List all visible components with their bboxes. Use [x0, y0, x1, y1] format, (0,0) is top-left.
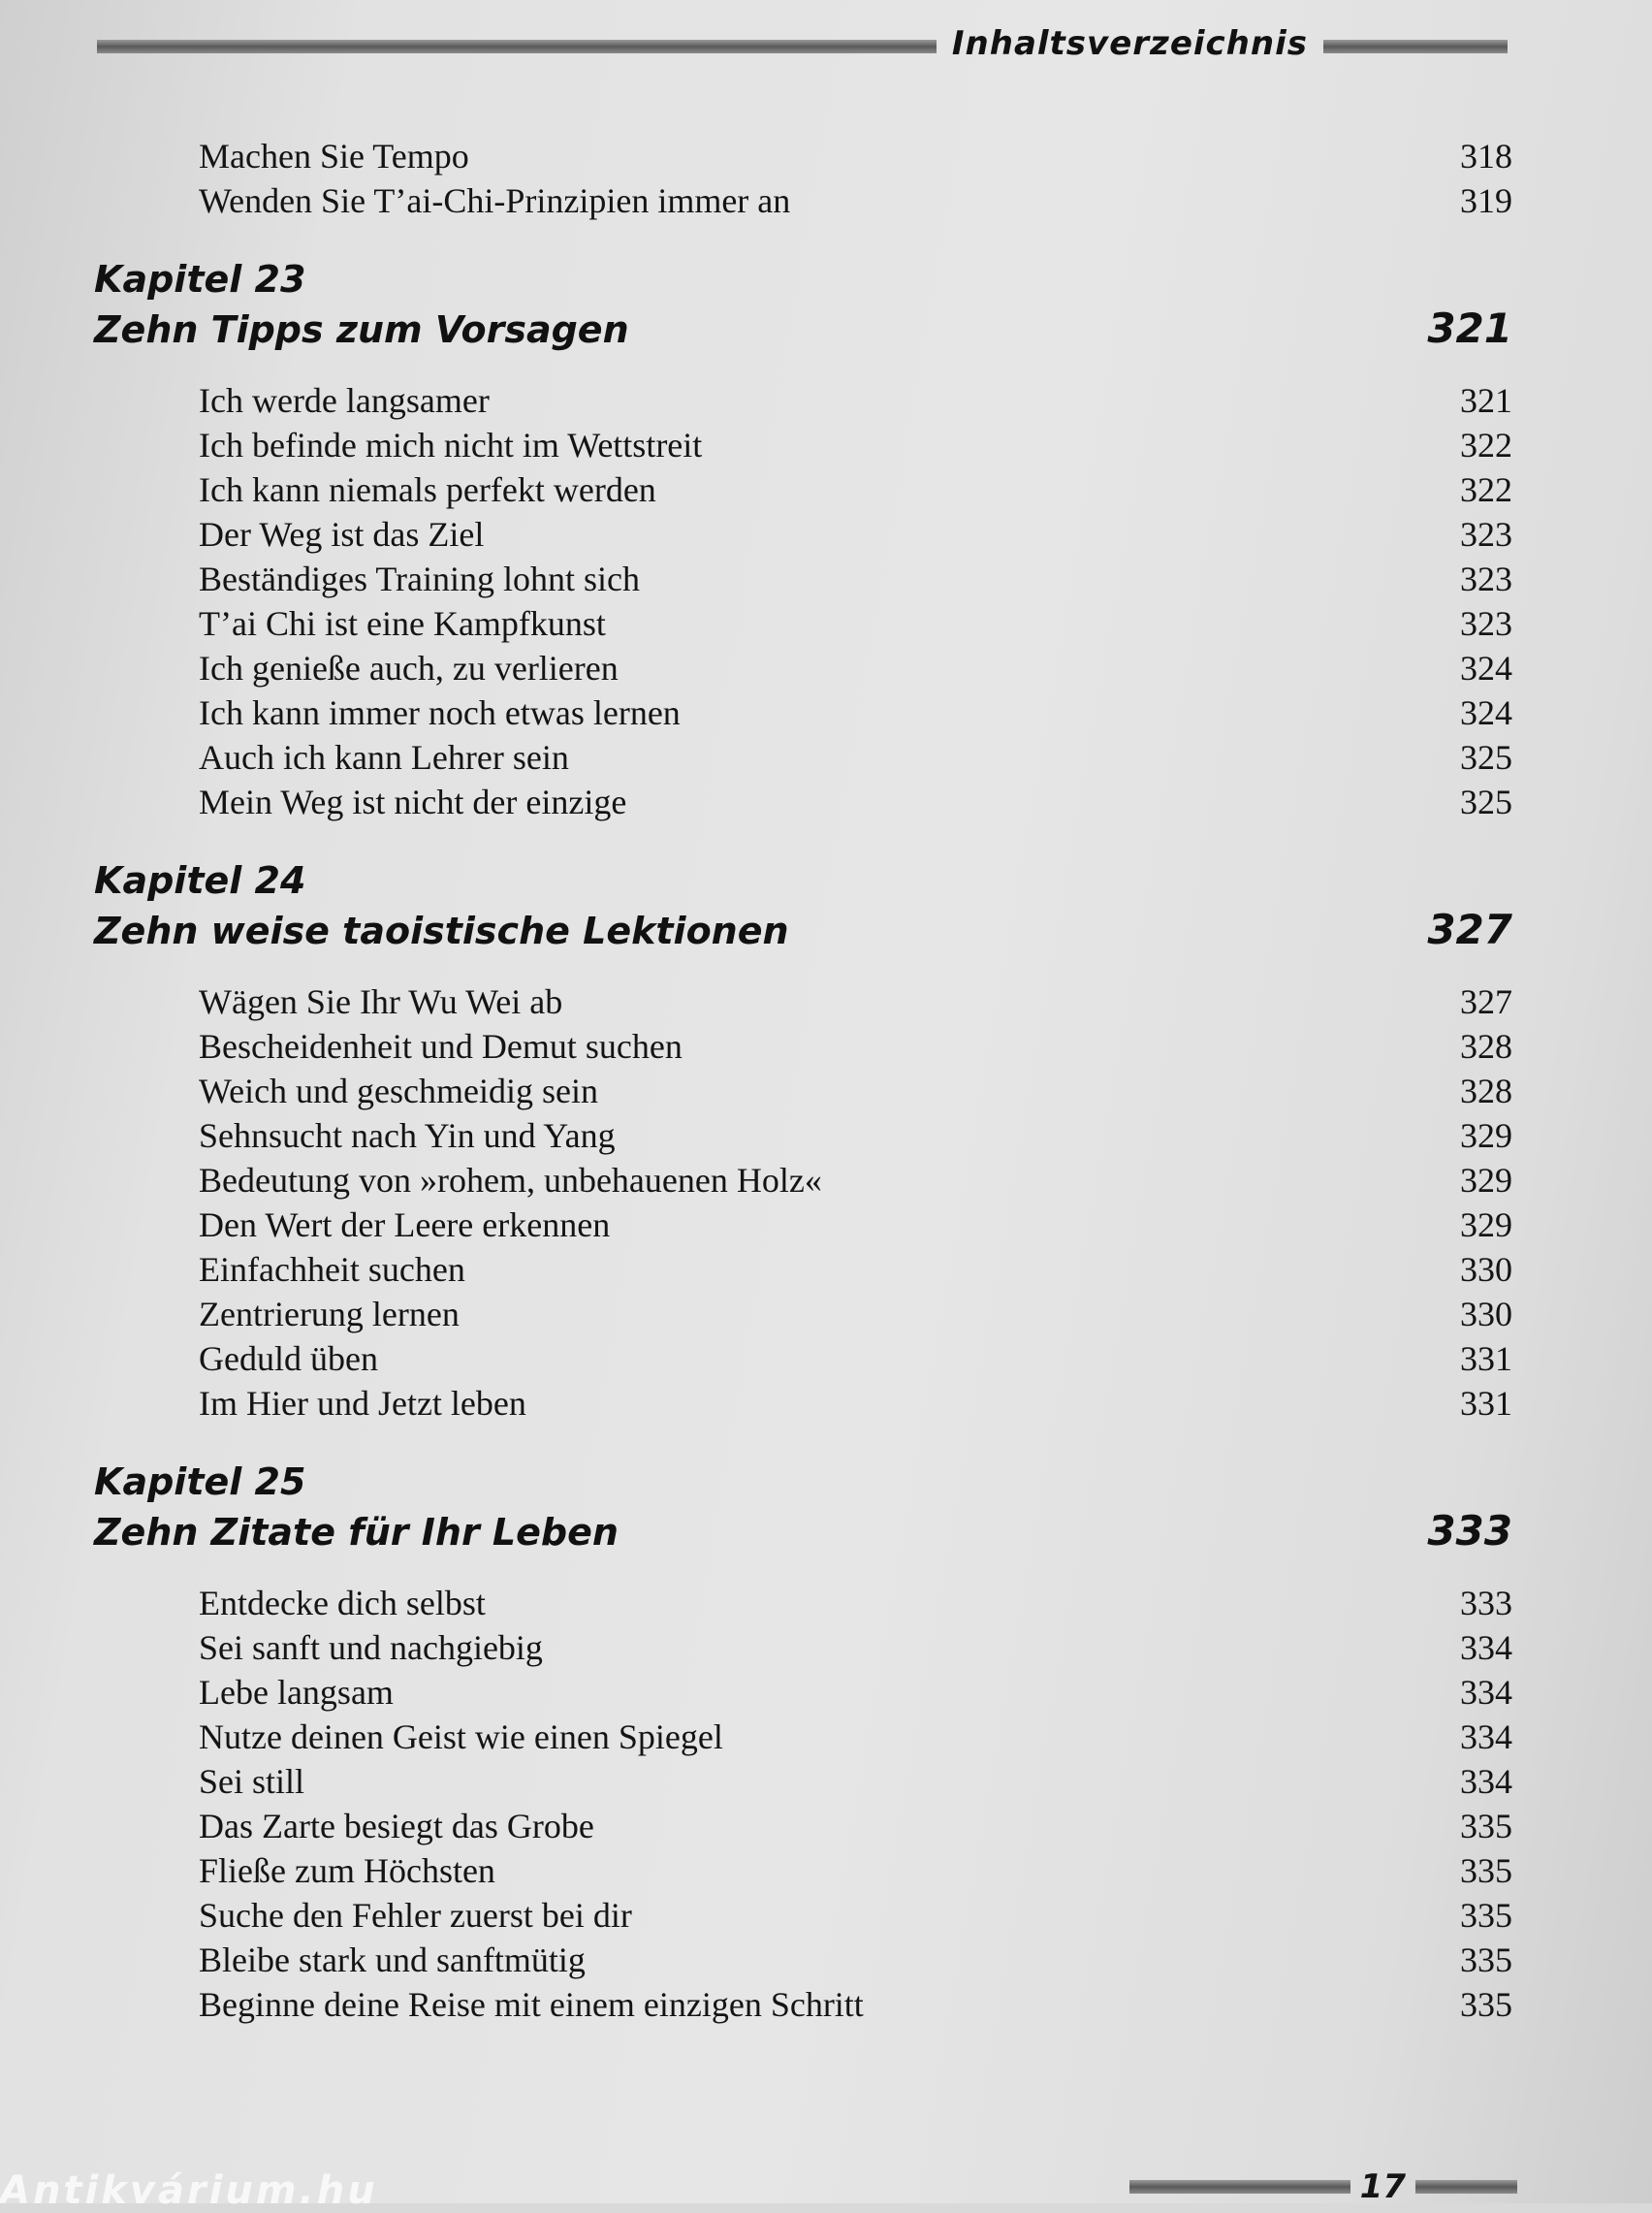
entry-title: Nutze deinen Geist wie einen Spiegel	[199, 1717, 723, 1756]
entry-title: Suche den Fehler zuerst bei dir	[199, 1896, 632, 1935]
entry-title: Beginne deine Reise mit einem einzigen Schritt	[199, 1985, 864, 2024]
footer-rule-right	[1415, 2180, 1517, 2194]
toc-entry	[92, 1804, 1512, 1848]
chapter-page: 327	[1427, 906, 1512, 953]
entry-title: Zentrierung lernen	[199, 1295, 460, 1333]
entry-page: 335	[1460, 1807, 1512, 1845]
entry-page: 321	[1460, 381, 1512, 420]
chapter-title: Zehn Tipps zum Vorsagen	[94, 308, 629, 351]
entry-page: 318	[1460, 137, 1512, 176]
entry-title: Ich werde langsamer	[199, 381, 490, 420]
toc-entry	[92, 1715, 1512, 1759]
toc-entry	[92, 1625, 1512, 1670]
entry-page: 330	[1460, 1295, 1512, 1333]
entry-page: 325	[1460, 783, 1512, 821]
page-number: 17	[1359, 2167, 1406, 2206]
entry-title: Lebe langsam	[199, 1673, 394, 1712]
entry-page: 333	[1460, 1584, 1512, 1622]
toc-entry	[92, 646, 1512, 690]
entry-title: Mein Weg ist nicht der einzige	[199, 783, 627, 821]
entry-title: Wenden Sie T’ai-Chi-Prinzipien immer an	[199, 181, 791, 220]
toc-entry	[92, 1581, 1512, 1625]
toc-entry	[92, 1893, 1512, 1938]
entry-title: Ich kann niemals perfekt werden	[199, 470, 656, 509]
entry-page: 325	[1460, 738, 1512, 777]
entry-page: 319	[1460, 181, 1512, 220]
toc-entry	[92, 1336, 1512, 1381]
entry-page: 328	[1460, 1027, 1512, 1066]
toc-entry	[92, 1848, 1512, 1893]
toc-entry	[92, 1158, 1512, 1203]
chapter-label: Kapitel 24	[94, 859, 306, 902]
entry-page: 334	[1460, 1628, 1512, 1667]
entry-page: 322	[1460, 470, 1512, 509]
header-rule-right	[1323, 40, 1508, 53]
page-footer	[1129, 2167, 1517, 2206]
entry-title: Bleibe stark und sanftmütig	[199, 1940, 586, 1979]
watermark: Antikvárium.hu	[0, 2168, 378, 2213]
toc-entry	[92, 134, 1512, 178]
entry-title: Auch ich kann Lehrer sein	[199, 738, 569, 777]
chapter-heading-25	[92, 1460, 1512, 1563]
entry-page: 324	[1460, 693, 1512, 732]
chapter-heading-23	[92, 258, 1512, 361]
table-of-contents	[92, 134, 1512, 2027]
entry-title: Wägen Sie Ihr Wu Wei ab	[199, 982, 563, 1021]
entry-page: 327	[1460, 982, 1512, 1021]
entry-title: Bescheidenheit und Demut suchen	[199, 1027, 683, 1066]
entry-page: 323	[1460, 515, 1512, 554]
entry-title: Entdecke dich selbst	[199, 1584, 486, 1622]
entry-title: Sei sanft und nachgiebig	[199, 1628, 543, 1667]
toc-entry	[92, 1982, 1512, 2027]
entry-title: Einfachheit suchen	[199, 1250, 465, 1289]
chapter-title: Zehn weise taoistische Lektionen	[94, 910, 789, 952]
toc-entry	[92, 780, 1512, 824]
entry-title: Den Wert der Leere erkennen	[199, 1205, 611, 1244]
entry-title: Das Zarte besiegt das Grobe	[199, 1807, 594, 1845]
chapter-label: Kapitel 23	[94, 258, 306, 301]
entry-page: 329	[1460, 1116, 1512, 1155]
toc-entry	[92, 1203, 1512, 1247]
entry-title: Machen Sie Tempo	[199, 137, 469, 176]
toc-entry	[92, 1292, 1512, 1336]
entry-page: 323	[1460, 604, 1512, 643]
toc-entry	[92, 1247, 1512, 1292]
toc-entry	[92, 512, 1512, 557]
entry-title: Fließe zum Höchsten	[199, 1851, 495, 1890]
chapter-label: Kapitel 25	[94, 1460, 306, 1503]
entry-title: Sei still	[199, 1762, 305, 1801]
toc-entry	[92, 467, 1512, 512]
toc-entry	[92, 557, 1512, 601]
toc-entry	[92, 1670, 1512, 1715]
chapter-page: 333	[1427, 1507, 1512, 1555]
toc-entry	[92, 1381, 1512, 1426]
header-rule-left	[97, 40, 937, 53]
toc-entry	[92, 178, 1512, 223]
entry-page: 330	[1460, 1250, 1512, 1289]
entry-title: Ich kann immer noch etwas lernen	[199, 693, 681, 732]
entry-page: 331	[1460, 1339, 1512, 1378]
entry-page: 328	[1460, 1072, 1512, 1110]
footer-rule-left	[1129, 2180, 1350, 2194]
toc-entry	[92, 1938, 1512, 1982]
entry-page: 324	[1460, 649, 1512, 688]
running-header	[97, 19, 1508, 68]
entry-title: Weich und geschmeidig sein	[199, 1072, 598, 1110]
toc-entry	[92, 1024, 1512, 1069]
toc-entry	[92, 979, 1512, 1024]
entry-page: 335	[1460, 1896, 1512, 1935]
entry-title: Sehnsucht nach Yin und Yang	[199, 1116, 616, 1155]
entry-page: 335	[1460, 1940, 1512, 1979]
entry-page: 323	[1460, 560, 1512, 598]
toc-entry	[92, 601, 1512, 646]
entry-page: 335	[1460, 1985, 1512, 2024]
entry-page: 334	[1460, 1717, 1512, 1756]
entry-title: Der Weg ist das Ziel	[199, 515, 485, 554]
chapter-title: Zehn Zitate für Ihr Leben	[94, 1511, 619, 1554]
entry-page: 331	[1460, 1384, 1512, 1423]
entry-title: Beständiges Training lohnt sich	[199, 560, 641, 598]
entry-title: Ich befinde mich nicht im Wettstreit	[199, 426, 703, 465]
toc-entry	[92, 1113, 1512, 1158]
entry-title: Bedeutung von »rohem, unbehauenen Holz«	[199, 1161, 822, 1200]
entry-page: 329	[1460, 1161, 1512, 1200]
entry-title: T’ai Chi ist eine Kampfkunst	[199, 604, 606, 643]
toc-entry	[92, 1759, 1512, 1804]
toc-entry	[92, 423, 1512, 467]
header-title: Inhaltsverzeichnis	[951, 24, 1308, 63]
entry-page: 322	[1460, 426, 1512, 465]
entry-page: 334	[1460, 1673, 1512, 1712]
chapter-heading-24	[92, 859, 1512, 962]
entry-page: 329	[1460, 1205, 1512, 1244]
toc-entry	[92, 378, 1512, 423]
entry-page: 335	[1460, 1851, 1512, 1890]
entry-title: Im Hier und Jetzt leben	[199, 1384, 526, 1423]
entry-title: Geduld üben	[199, 1339, 378, 1378]
entry-page: 334	[1460, 1762, 1512, 1801]
chapter-page: 321	[1427, 305, 1512, 352]
toc-entry	[92, 690, 1512, 735]
toc-entry	[92, 1069, 1512, 1113]
toc-entry	[92, 735, 1512, 780]
entry-title: Ich genieße auch, zu verlieren	[199, 649, 619, 688]
